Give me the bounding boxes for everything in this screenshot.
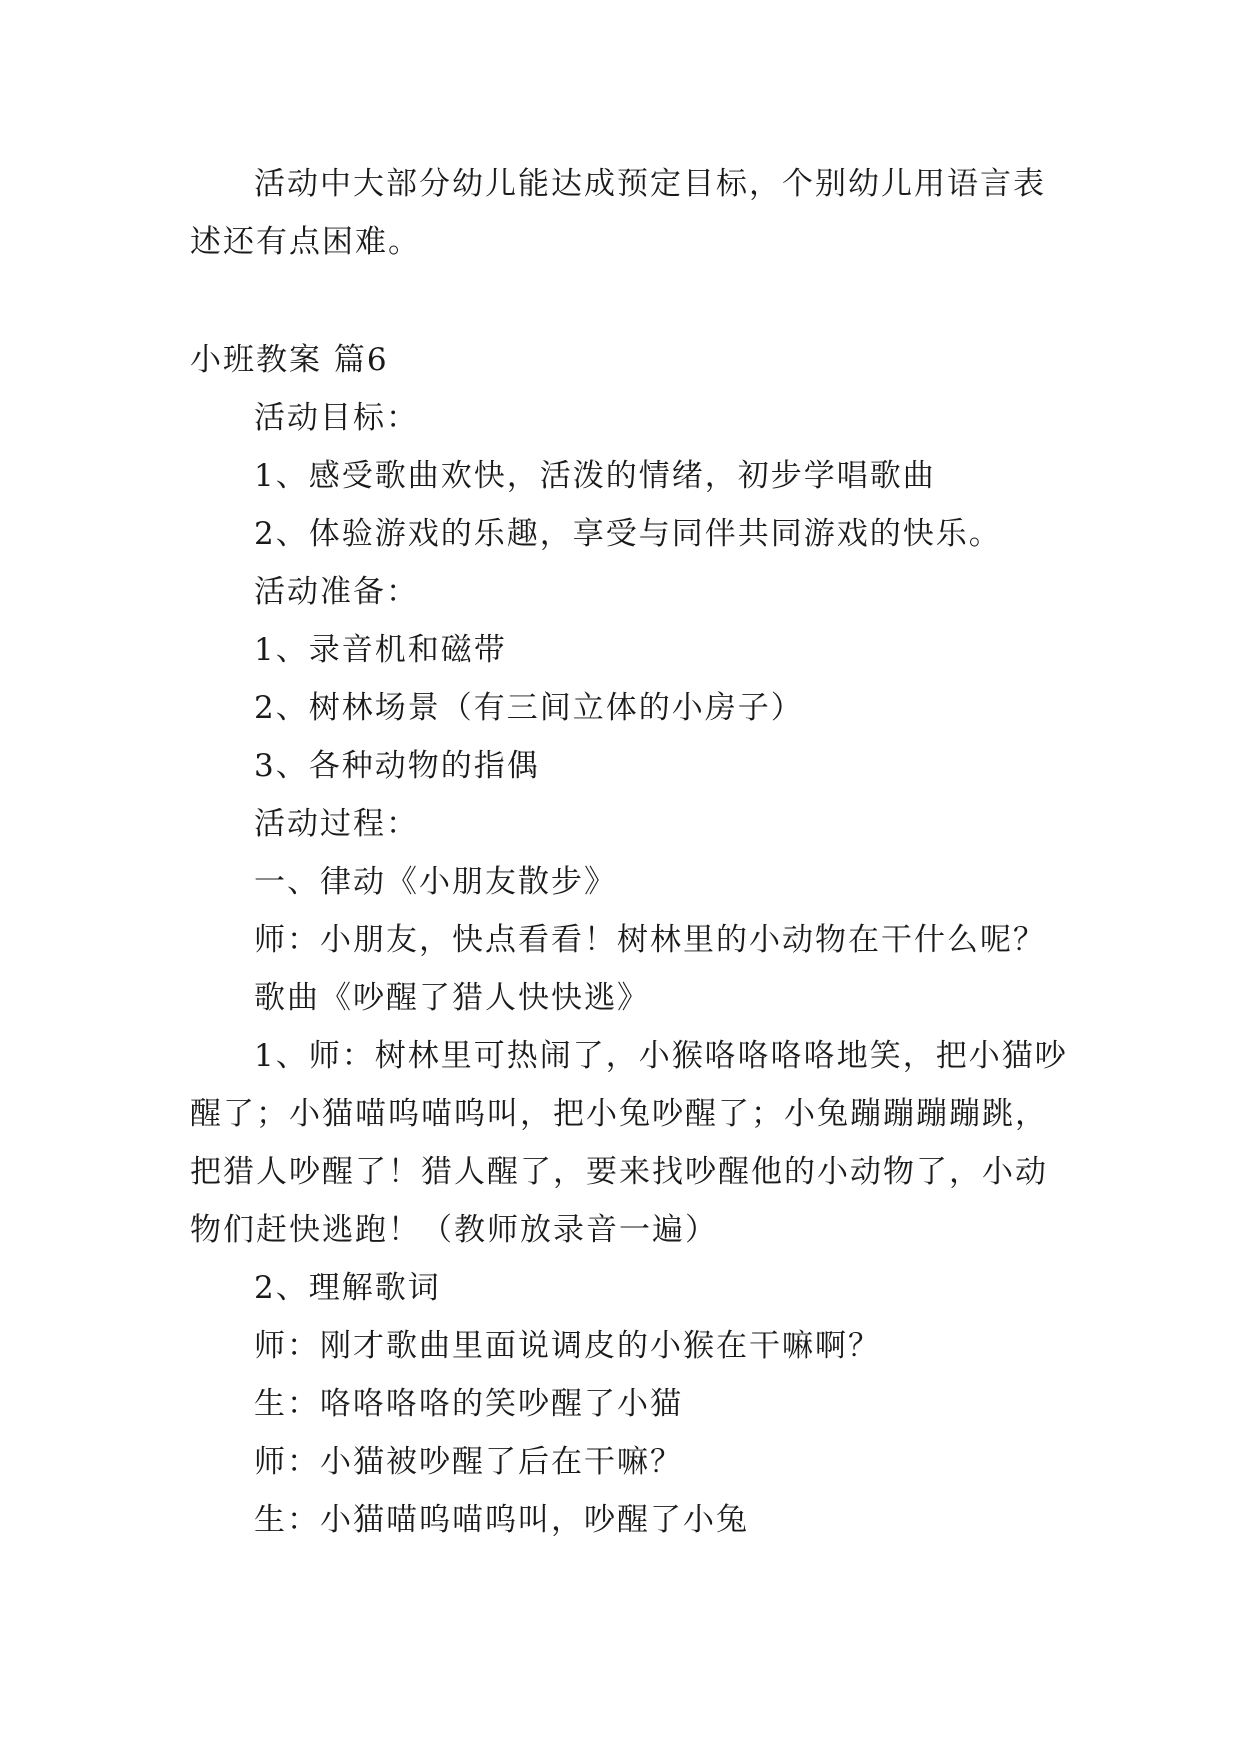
paragraph: 活动目标： — [254, 400, 419, 436]
paragraph: 活动准备： — [254, 574, 419, 610]
paragraph: 师：小朋友，快点看看！树林里的小动物在干什么呢？ — [254, 922, 1046, 958]
paragraph: 1、师：树林里可热闹了，小猴咯咯咯咯地笑，把小猫吵醒了；小猫喵呜喵呜叫，把小兔吵醒了；小兔蹦蹦蹦蹦跳，把猎人吵醒了！猎人醒了，要来找吵醒他的小动物了，小动物们赶快逃跑！（教师放录音一遍） — [190, 1038, 1068, 1248]
paragraph: 2、树林场景（有三间立体的小房子） — [254, 690, 804, 726]
intro-section — [190, 155, 1070, 271]
paragraph: 生：咯咯咯咯的笑吵醒了小猫 — [254, 1386, 683, 1422]
paragraph: 活动过程： — [254, 806, 419, 842]
section-title: 小班教案 篇6 — [190, 342, 389, 378]
paragraph: 师：刚才歌曲里面说调皮的小猴在干嘛啊？ — [254, 1328, 881, 1364]
paragraph: 2、体验游戏的乐趣，享受与同伴共同游戏的快乐。 — [254, 516, 1002, 552]
paragraph: 1、感受歌曲欢快，活泼的情绪，初步学唱歌曲 — [254, 458, 936, 494]
paragraph: 一、律动《小朋友散步》 — [254, 864, 617, 900]
paragraph: 师：小猫被吵醒了后在干嘛？ — [254, 1444, 683, 1480]
paragraph: 3、各种动物的指偶 — [254, 748, 540, 784]
paragraph: 生：小猫喵呜喵呜叫，吵醒了小兔 — [254, 1502, 749, 1538]
paragraph: 2、理解歌词 — [254, 1270, 441, 1306]
lesson-section — [190, 331, 1070, 1549]
paragraph: 活动中大部分幼儿能达成预定目标，个别幼儿用语言表述还有点困难。 — [190, 166, 1046, 260]
paragraph: 1、录音机和磁带 — [254, 632, 507, 668]
paragraph: 歌曲《吵醒了猎人快快逃》 — [254, 980, 650, 1016]
